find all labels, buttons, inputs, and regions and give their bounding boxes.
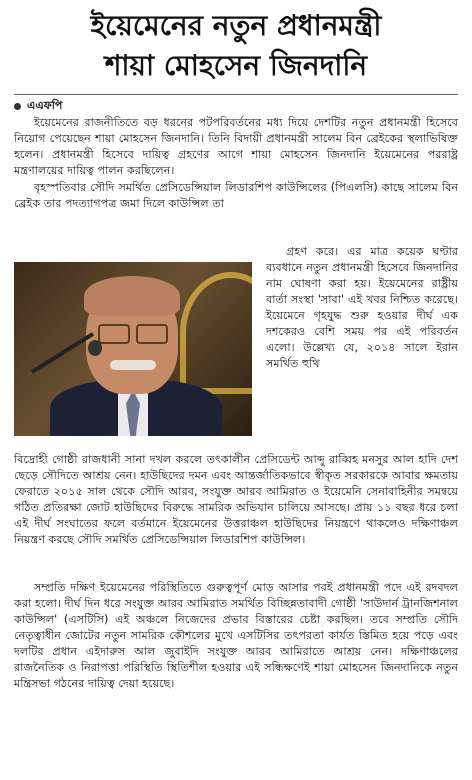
byline xyxy=(14,98,62,114)
headline xyxy=(0,6,472,86)
portrait-photo xyxy=(14,262,252,436)
divider xyxy=(14,94,458,95)
headline-line-2: শায়া মোহসেন জিনদানি xyxy=(104,49,368,82)
headline-line-1: ইয়েমেনের নতুন প্রধানমন্ত্রী xyxy=(90,9,382,42)
paragraph-1: ইয়েমেনের রাজনীতিতে বড় ধরনের পটপরিবর্তনের মধ্য দিয়ে দেশটির নতুন প্রধানমন্ত্রী হিসেবে নিয়োগ পেয়েছেন শায়া মোহসেন জিনদানি। তিনি বিদায়ী প্রধানমন্ত্রী সালেম বিন ব্রেইকের স্থলাভিষিক্ত হলেন। প্রধানমন্ত্রী হিসেবে দায়িত্ব গ্রহণের আগে শায়া মোহসেন জিনদানি ইয়েমেনের পররাষ্ট্র মন্ত্রণালয়ের দায়িত্ব পালন করছিলেন। xyxy=(14,116,458,177)
glasses-left xyxy=(98,324,130,344)
paragraph-2: বৃহস্পতিবার সৌদি সমর্থিত প্রেসিডেন্সিয়াল লিডারশিপ কাউন্সিলের (পিএলসি) কাছে সালেম বিন ব্রেইক তার পদত্যাগপত্র জমা দিলে কাউন্সিল তা xyxy=(14,181,458,210)
glasses-right xyxy=(136,324,168,344)
source-label: এএফপি xyxy=(27,99,63,112)
paragraph-4: সম্প্রতি দক্ষিণ ইয়েমেনের পরিস্থিতিতে গুরুত্বপূর্ণ মোড় আসার পরই প্রধানমন্ত্রী পদে এই রদবদল করা হলো। দীর্ঘ দিন ধরে সংযুক্ত আরব আমিরাত সমর্থিত বিচ্ছিন্নতাবাদী গোষ্ঠী 'সাউদার্ন ট্রানজিশনাল কাউন্সিল' (এসটিসি) এই অঞ্চলে নিজেদের প্রভাব বিস্তারের চেষ্টা করছিল। তবে সম্প্রতি সৌদি নেতৃত্বাধীন জোটের নতুন সামরিক কৌশলের মুখে এসটিসির তৎপরতা কার্যত স্তিমিত হয়ে পড়ে এবং দলটির প্রধান এইদারুস আল জুবাইদি সংযুক্ত আরব আমিরাতে আশ্রয় নেন। দক্ষিণাঞ্চলের রাজনৈতিক ও নিরাপত্তা পরিস্থিতি স্থিতিশীল হওয়ার এই সন্ধিক্ষণেই শায়া মোহসেন জিনদানিকে নতুন মন্ত্রিসভা গঠনের দায়িত্ব দেয়া হয়েছে। xyxy=(14,581,458,690)
mustache-shape xyxy=(110,360,156,370)
emblem-graphic xyxy=(180,272,252,394)
microphone-head xyxy=(88,340,102,356)
hair-shape xyxy=(84,276,180,316)
paragraph-3: বিদ্রোহী গোষ্ঠী রাজধানী সানা দখল করলে তৎকালীন প্রেসিডেন্ট আব্দু রাব্বিহ মনসুর আল হাদি দেশ ছেড়ে সৌদিতে আশ্রয় নেন। হাউছিদের দমন এবং আন্তর্জাতিকভাবে স্বীকৃত সরকারকে আবার ক্ষমতায় ফেরাতে ২০১৫ সাল থেকে সৌদি আরব, সংযুক্ত আরব আমিরাত ও ইয়েমেনি সেনাবাহিনীর সমন্বয়ে গঠিত প্রতিরক্ষা জোট হাউছিদের বিরুদ্ধে সামরিক অভিযান চালিয়ে আসছে। প্রায় ১১ বছর ধরে চলা এই দীর্ঘ সংঘাতের ফলে বর্তমানে ইয়েমেনের উত্তরাঞ্চল হাউছিদের নিয়ন্ত্রণে থাকলেও দক্ষিণাঞ্চল নিয়ন্ত্রণ করছে সৌদি সমর্থিত প্রেসিডেন্সিয়াল লিডারশিপ কাউন্সিল। xyxy=(14,453,458,546)
microphone-icon xyxy=(31,332,94,374)
paragraph-side: গ্রহণ করে। এর মাত্র কয়েক ঘণ্টার ব্যবধানে নতুন প্রধানমন্ত্রী হিসেবে জিনদানির নাম ঘোষণা করা হয়। ইয়েমেনের রাষ্ট্রীয় বার্তা সংস্থা 'সাবা' এই খবর নিশ্চিত করেছে। ইয়েমেনে গৃহযুদ্ধ শুরু হওয়ার দীর্ঘ এক দশকেরও বেশি সময় পর এই পরিবর্তন এলো। উল্লেখ্য যে, ২০১৪ সালে ইরান সমর্থিত হুথি xyxy=(266,245,458,370)
bullet-icon xyxy=(14,103,21,110)
